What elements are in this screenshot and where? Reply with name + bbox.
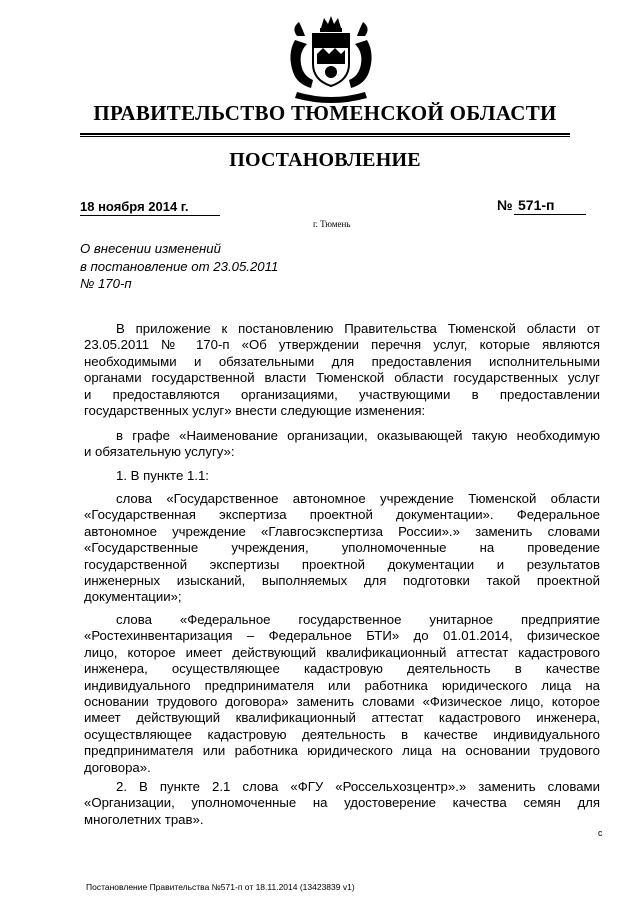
text-line: В приложение к постановлению Правительства Тюменской области от: [116, 321, 600, 336]
text-line: «Организации, уполномоченные на удостоверение качества семян для: [84, 795, 600, 811]
text-line: лицо, которое имеет действующий квалификационный аттестат кадастрового: [84, 644, 600, 660]
paragraph-5: [84, 612, 600, 776]
subject-line: № 170-п: [80, 276, 132, 291]
text-line: и обязательную услугу»:: [84, 444, 235, 460]
subject-line: О внесении изменений: [80, 241, 221, 256]
header-rule-thin: [80, 136, 570, 137]
paragraph-6: [84, 779, 600, 828]
text-line: основании трудового договора» заменить словами «Физическое лицо, которое: [84, 694, 600, 710]
text-line: 2. В пункте 2.1 слова «ФГУ «Россельхозцентр».» заменить словами: [116, 779, 600, 794]
text-line: государственной экспертизы проектной документации и результатов: [84, 556, 600, 572]
text-line: документации»;: [84, 589, 182, 605]
text-line: слова «Федеральное государственное унитарное предприятие: [116, 612, 600, 627]
document-city: г. Тюмень: [313, 219, 351, 229]
subject-line: в постановление от 23.05.2011: [80, 258, 279, 274]
document-footer: Постановление Правительства №571-п от 18.11.2014 (13423839 v1): [86, 882, 355, 892]
government-title: ПРАВИТЕЛЬСТВО ТЮМЕНСКОЙ ОБЛАСТИ: [93, 101, 557, 125]
text-line: в графе «Наименование организации, оказывающей такую необходимую: [116, 428, 600, 443]
document-subject: [80, 240, 340, 293]
text-line: «Ростехинвентаризация – Федеральное БТИ» до 01.01.2014, физическое: [84, 628, 600, 644]
paragraph-1: [84, 321, 600, 419]
text-line: имеет действующий квалификационный аттестат кадастрового инженера,: [84, 710, 600, 726]
paragraph-3: [84, 468, 600, 484]
paragraph-2: [84, 428, 600, 461]
text-line: государственных услуг» внести следующие изменения:: [84, 403, 426, 419]
text-line: инженера, осуществляющее кадастровую деятельность в качестве: [84, 661, 600, 677]
text-line: необходимыми и обязательными для предоставления исполнительными: [84, 353, 600, 369]
text-line: индивидуального предпринимателя или работника юридического лица на: [84, 677, 600, 693]
header-rule: [80, 133, 570, 135]
text-line: органами государственной власти Тюменской области государственных услуг: [84, 370, 600, 386]
text-line: «Государственные учреждения, уполномоченные на проведение: [84, 540, 600, 556]
number-sign: №: [497, 197, 513, 213]
text-line: многолетних трав».: [84, 811, 204, 827]
text-line: и предоставляются организациями, участвующими в предоставлении: [84, 386, 600, 402]
text-line: осуществляющее кадастровую деятельность в качестве индивидуального: [84, 726, 600, 742]
text-line: 1. В пункте 1.1:: [116, 468, 209, 483]
document-type: ПОСТАНОВЛЕНИЕ: [229, 149, 421, 171]
text-line: автономное учреждение «Главгосэкспертиза России».» заменить словами: [84, 523, 600, 539]
text-line: инженерных изысканий, выполняемых для подготовки такой проектной: [84, 573, 600, 589]
document-number: 571-п: [514, 197, 586, 215]
text-line: 23.05.2011 № 170-п «Об утверждении перечня услуг, которые являются: [84, 337, 600, 353]
coat-of-arms-emblem: [283, 14, 379, 106]
paragraph-4: [84, 491, 600, 606]
text-line: договора».: [84, 759, 151, 775]
text-line: «Государственная экспертиза проектной документации». Федеральное: [84, 507, 600, 523]
text-line: предпринимателя или работника юридического лица на основании трудового: [84, 743, 600, 759]
document-date: 18 ноября 2014 г.: [80, 199, 220, 216]
margin-mark: с: [598, 828, 603, 838]
text-line: слова «Государственное автономное учреждение Тюменской области: [116, 491, 600, 506]
